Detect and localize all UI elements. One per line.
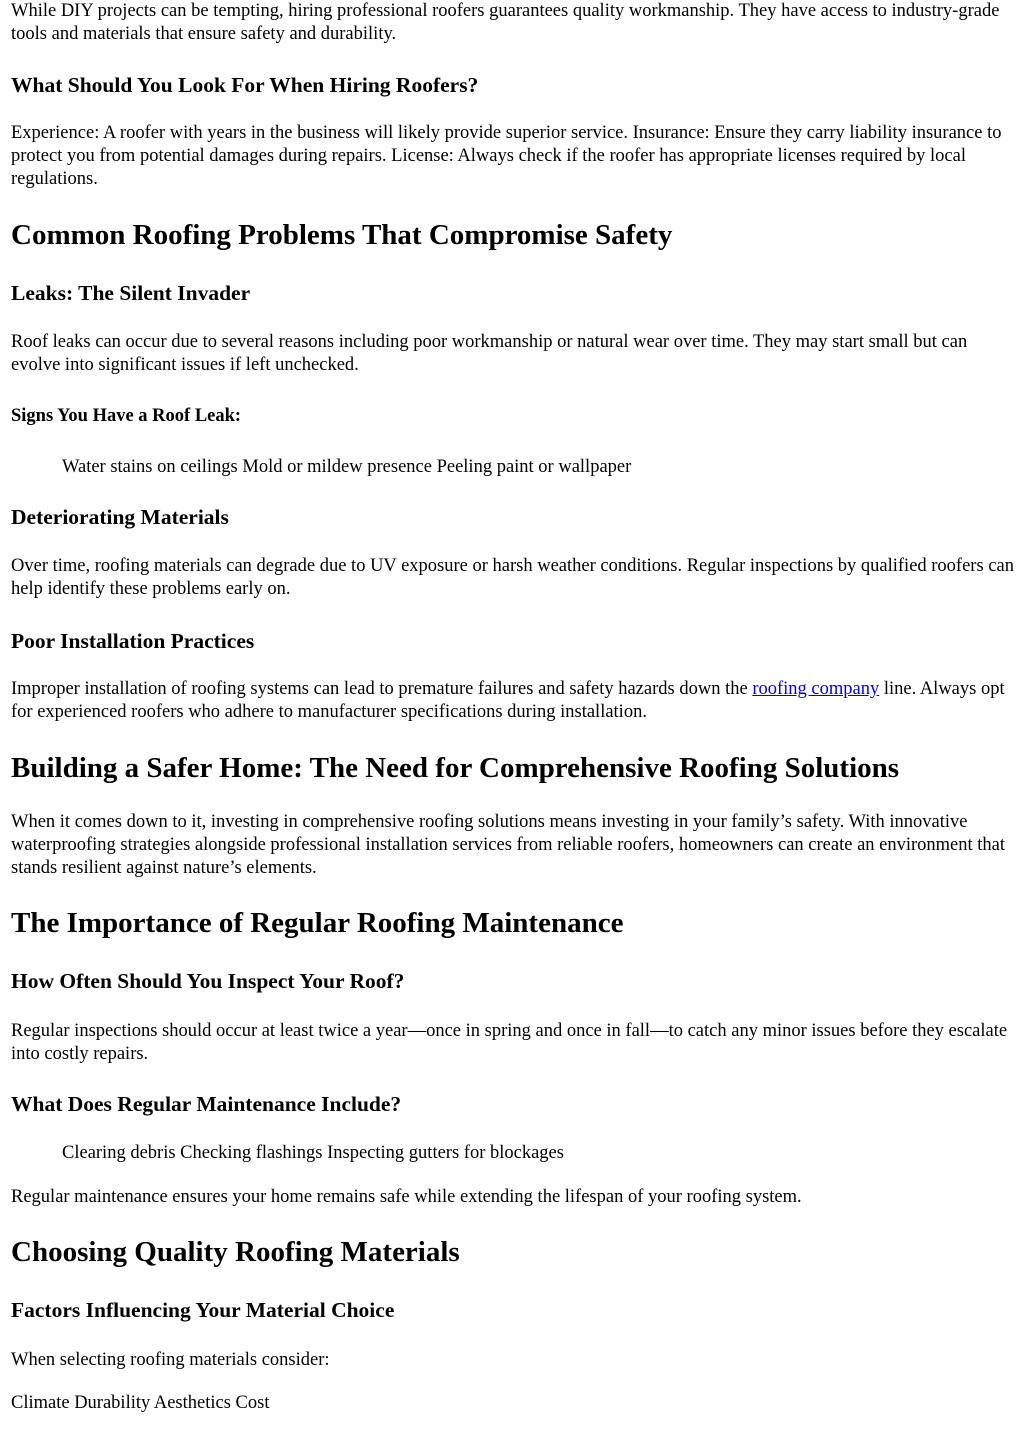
deteriorating-paragraph: Over time, roofing materials can degrade due to UV exposure or harsh weather conditions. Regular inspections by qualified roofers can help identify these problems early on. <box>11 556 1014 599</box>
maintenance-list: Clearing debris Checking flashings Inspecting gutters for blockages <box>62 1143 564 1163</box>
safer-home-paragraph: When it comes down to it, investing in comprehensive roofing solutions means investing in your family’s safety. With innovative waterproofing strategies alongside professional installation services from reliable roofers, homeowners can create an environment that stands resilient against nature’s elements. <box>11 812 1006 878</box>
roofing-company-link[interactable]: roofing company <box>752 679 880 699</box>
leaks-paragraph: Roof leaks can occur due to several reasons including poor workmanship or natural wear over time. They may start small but can evolve into significant issues if left unchecked. <box>11 332 968 375</box>
deteriorating-heading: Deteriorating Materials <box>11 505 229 529</box>
intro-paragraph: While DIY projects can be tempting, hiring professional roofers guarantees quality workmanship. They have access to industry-grade tools and materials that ensure safety and durability. <box>11 1 1000 44</box>
maintenance-paragraph: Regular maintenance ensures your home remains safe while extending the lifespan of your roofing system. <box>11 1187 802 1207</box>
hiring-paragraph: Experience: A roofer with years in the business will likely provide superior service. Insurance: Ensure they carry liability insurance to protect you from potential damages during repairs. License: Always check if the roofer has appropriate licenses required by local regulations. <box>11 123 1002 189</box>
maintenance-heading: The Importance of Regular Roofing Maintenance <box>11 907 624 939</box>
inspect-heading: How Often Should You Inspect Your Roof? <box>11 969 405 993</box>
include-heading: What Does Regular Maintenance Include? <box>11 1092 402 1116</box>
factors-list: Climate Durability Aesthetics Cost <box>11 1393 270 1413</box>
hiring-heading: What Should You Look For When Hiring Roofers? <box>11 73 479 97</box>
signs-list: Water stains on ceilings Mold or mildew presence Peeling paint or wallpaper <box>62 457 632 477</box>
installation-text-after: line. Always opt for experienced roofers who adhere to manufacturer specifications during installation. <box>11 679 1005 722</box>
factors-heading: Factors Influencing Your Material Choice <box>11 1298 395 1322</box>
installation-paragraph <box>11 678 1015 724</box>
leaks-heading: Leaks: The Silent Invader <box>11 281 251 305</box>
installation-heading: Poor Installation Practices <box>11 629 255 653</box>
materials-heading: Choosing Quality Roofing Materials <box>11 1236 460 1268</box>
inspect-paragraph: Regular inspections should occur at least twice a year—once in spring and once in fall—to catch any minor issues before they escalate into costly repairs. <box>11 1021 1008 1064</box>
signs-heading: Signs You Have a Roof Leak: <box>11 406 242 426</box>
factors-paragraph: When selecting roofing materials consider: <box>11 1350 330 1370</box>
safer-home-heading: Building a Safer Home: The Need for Comprehensive Roofing Solutions <box>11 752 900 784</box>
problems-heading: Common Roofing Problems That Compromise Safety <box>11 219 673 251</box>
installation-text-before: Improper installation of roofing systems can lead to premature failures and safety hazards down the <box>11 679 753 699</box>
